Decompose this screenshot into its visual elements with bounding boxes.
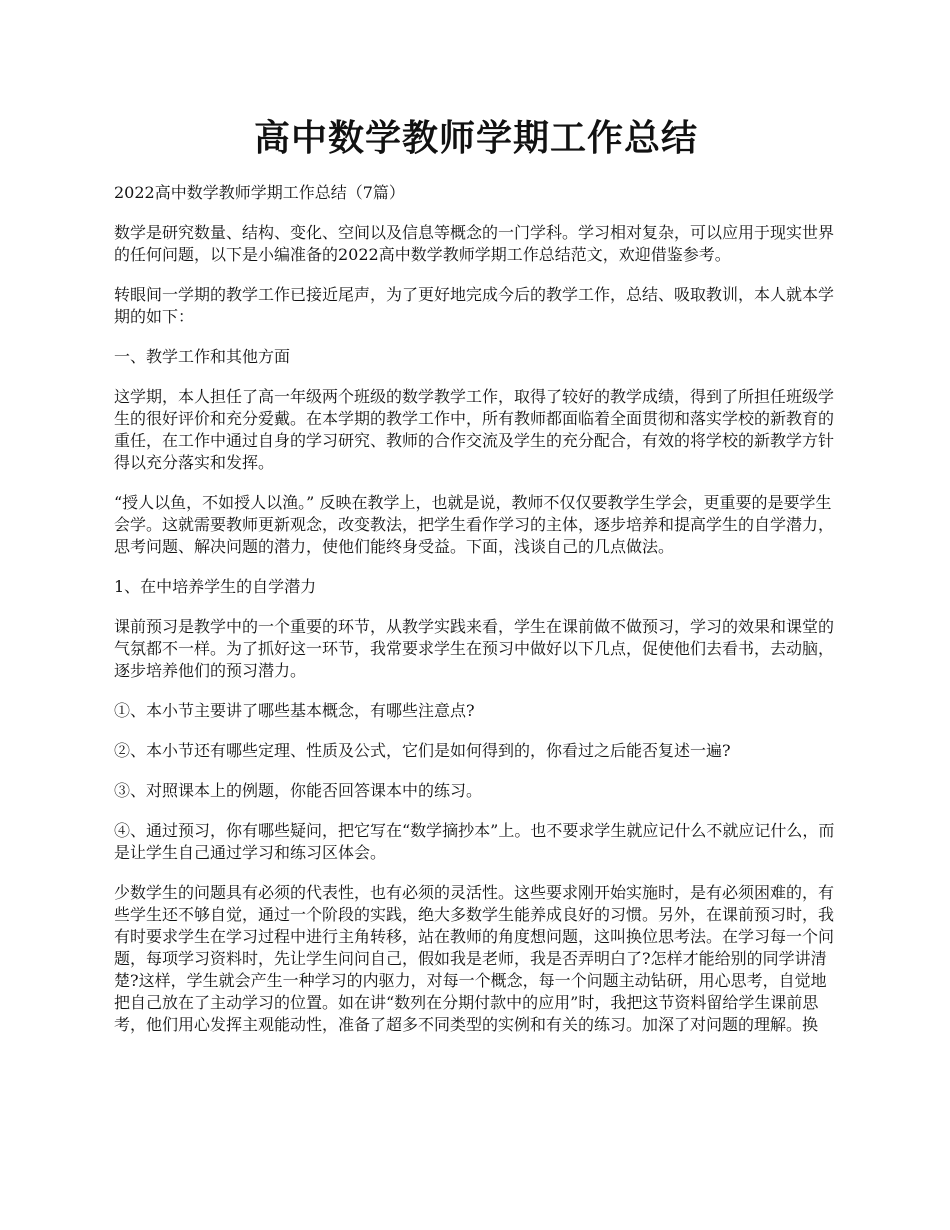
body-paragraph: “授人以鱼，不如授人以渔。” 反映在教学上，也就是说，教师不仅仅要教学生学会，更重要的是要学生会学。这就需要教师更新观念，改变教法，把学生看作学习的主体，逐步培养和提高学生的自学潜力，思考问题、解决问题的潜力，使他们能终身受益。下面，浅谈自己的几点做法。 xyxy=(114,493,835,556)
body-paragraph: 课前预习是教学中的一个重要的环节，从教学实践来看，学生在课前做不做预习，学习的效果和课堂的气氛都不一样。为了抓好这一环节，我常要求学生在预习中做好以下几点，促使他们去看书，去动脑，逐步培养他们的预习潜力。 xyxy=(114,617,835,680)
intro-paragraph: 数学是研究数量、结构、变化、空间以及信息等概念的一门学科。学习相对复杂，可以应用于现实世界的任何问题，以下是小编准备的2022高中数学教师学期工作总结范文，欢迎借鉴参考。 xyxy=(114,223,835,264)
list-item-3: ③、对照课本上的例题，你能否回答课本中的练习。 xyxy=(114,781,483,800)
document-subtitle: 2022高中数学教师学期工作总结（7篇） xyxy=(114,183,405,202)
opening-paragraph: 转眼间一学期的教学工作已接近尾声，为了更好地完成今后的教学工作，总结、吸取教训，本人就本学期的如下： xyxy=(114,285,835,326)
subsection-heading-1: 1、在中培养学生的自学潜力 xyxy=(114,577,317,596)
section-heading-1: 一、教学工作和其他方面 xyxy=(114,347,291,366)
body-paragraph: 这学期，本人担任了高一年级两个班级的数学教学工作，取得了较好的教学成绩，得到了所担任班级学生的很好评价和充分爱戴。在本学期的教学工作中，所有教师都面临着全面贯彻和落实学校的新教育的重任，在工作中通过自身的学习研究、教师的合作交流及学生的充分配合，有效的将学校的新教学方针得以充分落实和发挥。 xyxy=(114,387,835,472)
document-title: 高中数学教师学期工作总结 xyxy=(253,117,698,159)
list-item-4: ④、通过预习，你有哪些疑问，把它写在“数学摘抄本”上。也不要求学生就应记什么不就应记什么，而是让学生自己通过学习和练习区体会。 xyxy=(114,821,835,862)
body-paragraph: 少数学生的问题具有必须的代表性，也有必须的灵活性。这些要求刚开始实施时，是有必须困难的，有些学生还不够自觉，通过一个阶段的实践，绝大多数学生能养成良好的习惯。另外，在课前预习时，我有时要求学生在学习过程中进行主角转移，站在教师的角度想问题，这叫换位思考法。在学习每一个问题，每项学习资料时，先让学生问问自己，假如我是老师，我是否弄明白了?怎样才能给别的同学讲清楚?这样，学生就会产生一种学习的内驱力，对每一个概念，每一个问题主动钻研，用心思考，自觉地把自己放在了主动学习的位置。如在讲“数列在分期付款中的应用”时，我把这节资料留给学生课前思考，他们用心发挥主观能动性，准备了超多不同类型的实例和有关的练习。加深了对问题的理解。换 xyxy=(114,883,835,1034)
list-item-1: ①、本小节主要讲了哪些基本概念，有哪些注意点? xyxy=(114,701,475,720)
list-item-2: ②、本小节还有哪些定理、性质及公式，它们是如何得到的，你看过之后能否复述一遍? xyxy=(114,741,731,760)
